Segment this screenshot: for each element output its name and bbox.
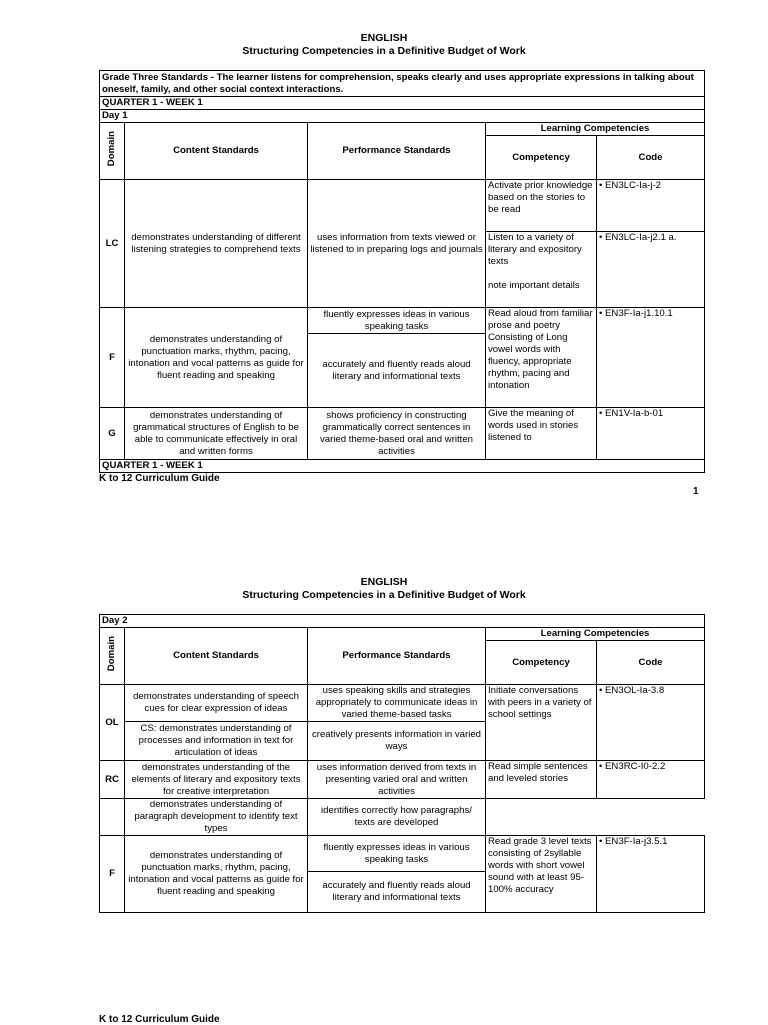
lc-performance-standard: uses information from texts viewed or listened to in preparing logs and journals	[308, 180, 486, 308]
f-competency: Read aloud from familiar prose and poetry Consisting of Long vowel words with fluency, appropriate rhythm, pacing and intonation	[486, 308, 597, 408]
ol-competency: Initiate conversations with peers in a variety of school settings	[486, 685, 597, 761]
rc-code: • EN3RC-I0-2.2	[597, 761, 705, 799]
f2-competency: Read grade 3 level texts consisting of 2syllable words with short vowel sound with at least 95-100% accuracy	[486, 836, 597, 913]
quarter-label: QUARTER 1 - WEEK 1	[100, 97, 705, 110]
code-header-2: Code	[597, 641, 705, 685]
domain-header-2: Domain	[100, 628, 125, 685]
content-standards-header-2: Content Standards	[125, 628, 308, 685]
day-label: Day 1	[100, 110, 705, 123]
g-performance-standard: shows proficiency in constructing grammatically correct sentences in varied theme-based oral and written activities	[308, 408, 486, 460]
f-performance-standard-2: accurately and fluently reads aloud literary and informational texts	[308, 334, 486, 408]
para-competency-blank	[486, 799, 597, 836]
lc-competency-2-note: note important details	[488, 280, 580, 291]
content-standards-header: Content Standards	[125, 123, 308, 180]
para-code-blank	[597, 799, 705, 836]
lc-competency-2	[486, 232, 597, 308]
page2-table	[99, 614, 705, 913]
f2-code: • EN3F-Ia-j3.5.1	[597, 836, 705, 913]
learning-competencies-header: Learning Competencies	[486, 123, 705, 136]
rc-performance-standard: uses information derived from texts in presenting varied oral and written activities	[308, 761, 486, 799]
domain-rc: RC	[100, 761, 125, 799]
f2-content-standard: demonstrates understanding of punctuation marks, rhythm, pacing, intonation and vocal patterns as guide for fluent reading and speaking	[125, 836, 308, 913]
domain-f-2: F	[100, 836, 125, 913]
rc-competency: Read simple sentences and leveled stories	[486, 761, 597, 799]
page1-number: 1	[693, 486, 699, 497]
grade-standards: Grade Three Standards - The learner listens for comprehension, speaks clearly and uses appropriate expressions in talking about oneself, family, and other social context interactions.	[100, 71, 705, 97]
ol-performance-standard-2: creatively presents information in varied ways	[308, 722, 486, 761]
para-performance-standard: identifies correctly how paragraphs/ texts are developed	[308, 799, 486, 836]
code-header: Code	[597, 136, 705, 180]
ol-performance-standard-1: uses speaking skills and strategies appropriately to communicate ideas in varied theme-based tasks	[308, 685, 486, 722]
f2-performance-standard-2: accurately and fluently reads aloud literary and informational texts	[308, 872, 486, 913]
lc-competency-1: Activate prior knowledge based on the stories to be read	[486, 180, 597, 232]
rc-content-standard: demonstrates understanding of the elements of literary and expository texts for creative interpretation	[125, 761, 308, 799]
performance-standards-header-2: Performance Standards	[308, 628, 486, 685]
day2-label: Day 2	[100, 615, 705, 628]
lc-code-1: • EN3LC-Ia-j-2	[597, 180, 705, 232]
domain-header: Domain	[100, 123, 125, 180]
performance-standards-header: Performance Standards	[308, 123, 486, 180]
domain-f: F	[100, 308, 125, 408]
lc-competency-2-text: Listen to a variety of literary and expository texts	[488, 232, 582, 267]
page1-subject: ENGLISH	[360, 32, 408, 44]
f-performance-standard-1: fluently expresses ideas in various speaking tasks	[308, 308, 486, 334]
g-code: • EN1V-Ia-b-01	[597, 408, 705, 460]
competency-header-2: Competency	[486, 641, 597, 685]
page1-table	[99, 70, 705, 473]
page2-footer: K to 12 Curriculum Guide	[99, 1014, 220, 1025]
ol-content-standard-1: demonstrates understanding of speech cues for clear expression of ideas	[125, 685, 308, 722]
page1-footer: K to 12 Curriculum Guide	[99, 473, 220, 484]
learning-competencies-header-2: Learning Competencies	[486, 628, 705, 641]
page1-subtitle: Structuring Competencies in a Definitive Budget of Work	[242, 45, 526, 57]
ol-code: • EN3OL-Ia-3.8	[597, 685, 705, 761]
g-content-standard: demonstrates understanding of grammatical structures of English to be able to communicate effectively in oral and written forms	[125, 408, 308, 460]
f2-performance-standard-1: fluently expresses ideas in various speaking tasks	[308, 836, 486, 872]
page2-subject: ENGLISH	[360, 576, 408, 588]
domain-blank	[100, 799, 125, 836]
f-code: • EN3F-Ia-j1.10.1	[597, 308, 705, 408]
page2-subtitle: Structuring Competencies in a Definitive Budget of Work	[242, 589, 526, 601]
competency-header: Competency	[486, 136, 597, 180]
lc-content-standard: demonstrates understanding of different listening strategies to comprehend texts	[125, 180, 308, 308]
quarter-end-label: QUARTER 1 - WEEK 1	[100, 460, 705, 473]
domain-ol: OL	[100, 685, 125, 761]
g-competency: Give the meaning of words used in stories listened to	[486, 408, 597, 460]
ol-content-standard-2: CS: demonstrates understanding of processes and information in text for articulation of ideas	[125, 722, 308, 761]
para-content-standard: demonstrates understanding of paragraph development to identify text types	[125, 799, 308, 836]
domain-lc: LC	[100, 180, 125, 308]
f-content-standard: demonstrates understanding of punctuation marks, rhythm, pacing, intonation and vocal patterns as guide for fluent reading and speaking	[125, 308, 308, 408]
domain-g: G	[100, 408, 125, 460]
lc-code-2: • EN3LC-Ia-j2.1 a.	[597, 232, 705, 308]
